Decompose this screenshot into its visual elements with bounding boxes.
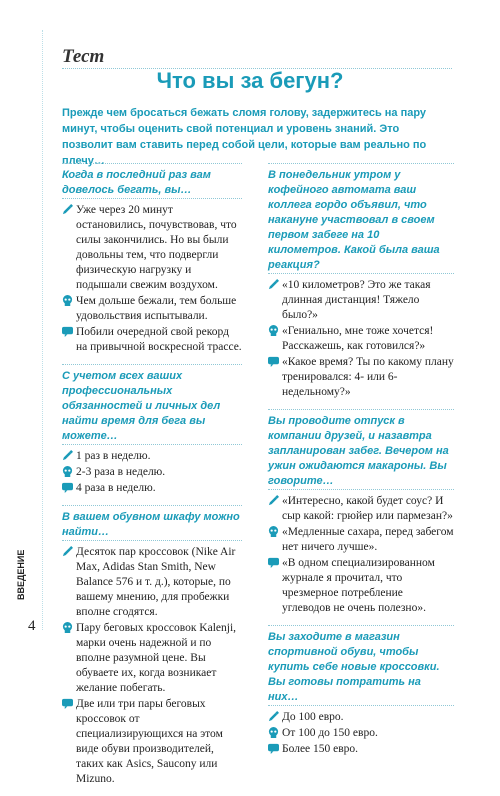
answer-text: «10 километров? Это же такая длинная дистанция! Тяжело было?»: [282, 279, 431, 321]
chat-icon: [62, 326, 73, 337]
chat-icon: [268, 557, 279, 568]
question-block: [62, 364, 242, 496]
answer-text: 2-3 раза в неделю.: [76, 466, 166, 478]
page-number: 4: [28, 618, 36, 634]
question-text: С учетом всех ваших профессиональных обязанностей и личных дел найти время для бега вы можете…: [62, 364, 242, 445]
answer-text: Чем дольше бежали, тем больше удовольствия испытывали.: [76, 295, 237, 322]
answer-option: [62, 325, 242, 355]
answer-option: [62, 481, 242, 496]
margin-guide: [42, 30, 43, 630]
answer-option: [62, 697, 242, 787]
answer-text: 4 раза в неделю.: [76, 482, 156, 494]
pencil-icon: [268, 711, 279, 722]
answer-option: [268, 278, 454, 323]
answer-option: [268, 324, 454, 354]
answer-text: Две или три пары беговых кроссовок от специализирующихся на этом виде обуви производителей, таких как Asics, Saucony или Mizuno.: [76, 698, 223, 785]
answer-text: Уже через 20 минут остановились, почувствовав, что силы закончились. Но вы были довольны тем, что подвергли физическую нагрузку и подышали свежим воздухом.: [76, 204, 237, 291]
pencil-icon: [62, 204, 73, 215]
answer-option: [268, 355, 454, 400]
answer-option: [62, 449, 242, 464]
skull-icon: [268, 727, 279, 738]
pencil-icon: [268, 495, 279, 506]
answer-option: [62, 465, 242, 480]
question-block: [268, 625, 454, 757]
chat-icon: [62, 698, 73, 709]
question-text: В вашем обувном шкафу можно найти…: [62, 505, 242, 541]
page-title: Что вы за бегун?: [156, 68, 344, 93]
question-block: [62, 163, 242, 355]
answer-option: [268, 742, 454, 757]
answer-option: [268, 494, 454, 524]
answer-text: До 100 евро.: [282, 711, 344, 723]
question-block: [268, 163, 454, 400]
answer-text: Десяток пар кроссовок (Nike Air Max, Adidas Stan Smith, New Balance 576 и т. д.), которые, по вашему мнению, для пробежки вполне сгодятся.: [76, 546, 236, 618]
question-block: [62, 505, 242, 787]
answer-text: «Гениально, мне тоже хочется! Расскажешь, как готовился?»: [282, 325, 434, 352]
answer-text: Более 150 евро.: [282, 743, 359, 755]
answer-option: [62, 545, 242, 620]
skull-icon: [268, 325, 279, 336]
pencil-icon: [268, 279, 279, 290]
answer-option: [268, 556, 454, 616]
question-text: Когда в последний раз вам довелось бегать, вы…: [62, 163, 242, 199]
intro-paragraph: Прежде чем бросаться бежать сломя голову, задержитесь на пару минут, чтобы оценить свой потенциал и уровень знаний. Это позволит вам ставить перед собой цели, которые вам реально по плечу…: [62, 107, 427, 167]
section-tag: Тест: [62, 46, 105, 67]
answer-text: «Интересно, какой будет соус? И сыр какой: грюйер или пармезан?»: [282, 495, 453, 522]
question-text: Вы проводите отпуск в компании друзей, и назавтра запланирован забег. Вечером на ужин ожидаются макароны. Вы говорите…: [268, 409, 454, 490]
answer-text: 1 раз в неделю.: [76, 450, 151, 462]
chat-icon: [62, 482, 73, 493]
answer-text: «В одном специализированном журнале я прочитал, что чрезмерное потребление углеводов не очень полезно».: [282, 557, 435, 614]
answer-option: [268, 525, 454, 555]
answer-text: Пару беговых кроссовок Kalenji, марки очень надежной и по вполне разумной цене. Вы обуваете их, когда возникает желание побегать.: [76, 622, 237, 694]
skull-icon: [62, 466, 73, 477]
skull-icon: [268, 526, 279, 537]
answer-text: Побили очередной свой рекорд на привычной воскресной трассе.: [76, 326, 242, 353]
answer-option: [268, 726, 454, 741]
pencil-icon: [62, 546, 73, 557]
answer-option: [268, 710, 454, 725]
pencil-icon: [62, 450, 73, 461]
answer-text: «Медленные сахара, перед забегом нет ничего лучше».: [282, 526, 454, 553]
chapter-label: ВВЕДЕНИЕ: [16, 549, 26, 600]
skull-icon: [62, 622, 73, 633]
answer-option: [62, 294, 242, 324]
answer-text: От 100 до 150 евро.: [282, 727, 378, 739]
skull-icon: [62, 295, 73, 306]
chat-icon: [268, 743, 279, 754]
right-column: [268, 163, 454, 766]
answer-option: [62, 621, 242, 696]
question-text: В понедельник утром у кофейного автомата ваш коллега гордо объявил, что накануне участвовал в своем первом забеге на 10 километров. Какой была ваша реакция?: [268, 163, 454, 274]
answer-option: [62, 203, 242, 293]
question-text: Вы заходите в магазин спортивной обуви, чтобы купить себе новые кроссовки. Вы готовы потратить на них…: [268, 625, 454, 706]
left-column: [62, 163, 242, 796]
chat-icon: [268, 356, 279, 367]
question-block: [268, 409, 454, 616]
answer-text: «Какое время? Ты по какому плану тренировался: 4- или 6-недельному?»: [282, 356, 454, 398]
